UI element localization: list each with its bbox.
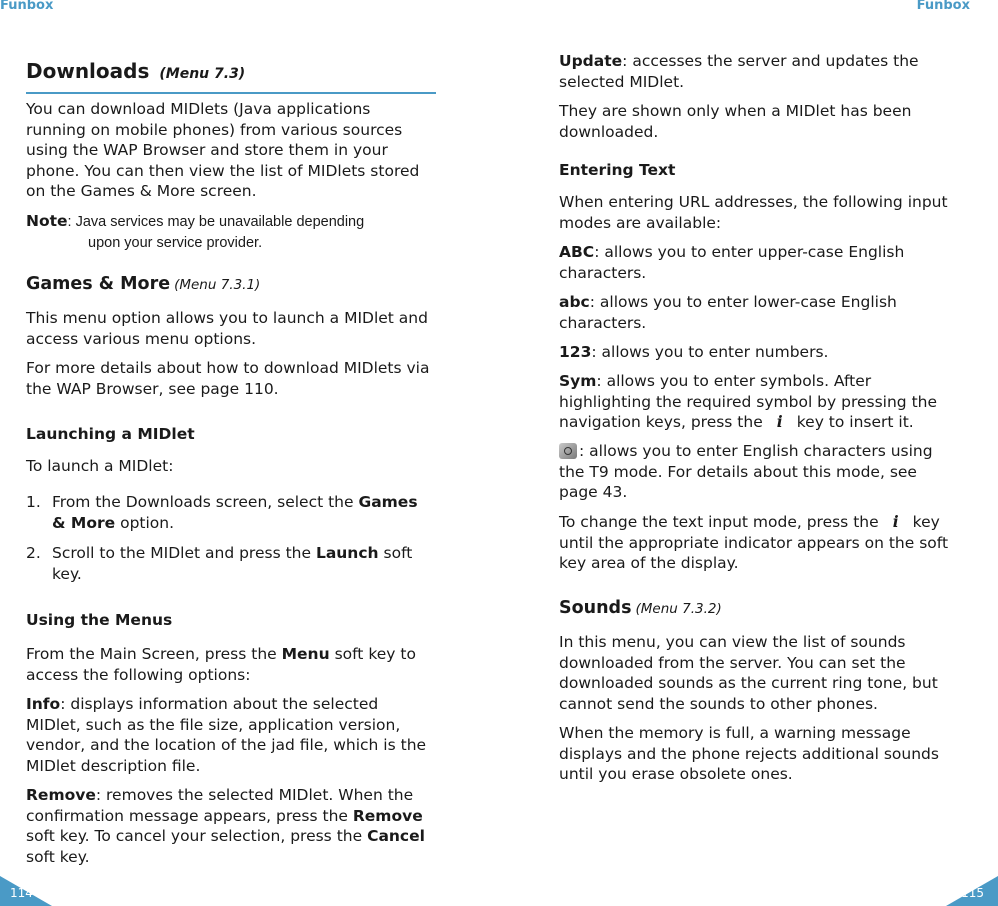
text-line: selected MIDlet. <box>559 72 685 91</box>
list-number: 2. <box>26 544 41 562</box>
entering-heading: Entering Text <box>559 161 676 179</box>
mode-label: abc <box>559 293 590 311</box>
text-line: soft key. <box>26 847 90 866</box>
text: : allows you to enter numbers. <box>591 343 829 361</box>
text-line: In this menu, you can view the list of sounds <box>559 633 906 651</box>
text: confirmation message appears, press the <box>26 806 353 825</box>
intro-paragraph <box>26 99 419 202</box>
text-line: vendor, and the location of the jad file, which is the <box>26 736 427 754</box>
text: From the Main Screen, press the <box>26 645 282 663</box>
text: soft key. To cancel your selection, press the <box>26 827 368 845</box>
info-label: Info <box>26 695 61 713</box>
mode-label: Sym <box>559 372 597 390</box>
text: To change the text input mode, press the <box>559 513 879 531</box>
sounds-paragraph-1 <box>559 632 938 714</box>
text: : allows you to enter symbols. After <box>596 372 872 390</box>
list-item-step-2 <box>26 543 438 584</box>
text-line: characters. <box>559 263 647 282</box>
step-bold: & More <box>52 513 116 532</box>
text: key to insert it. <box>796 413 914 431</box>
update-paragraph <box>559 51 919 92</box>
list-item-step-1 <box>26 492 438 533</box>
text-line: For more details about how to download MIDlets via <box>26 359 430 377</box>
page-number-left: 114 <box>10 886 33 900</box>
text: : removes the selected MIDlet. When the <box>95 786 414 804</box>
text: : displays information about the selected <box>60 695 379 713</box>
section-title <box>26 50 436 94</box>
mode-label: 123 <box>559 343 592 361</box>
text-line: until the appropriate indicator appears on the soft <box>559 533 949 552</box>
note <box>26 212 364 254</box>
text-line: When the memory is full, a warning message <box>559 724 911 742</box>
menus-paragraph <box>26 644 416 685</box>
entering-paragraph <box>559 192 948 233</box>
text-bold: Remove <box>352 806 423 825</box>
running-head-left: Funbox <box>0 0 54 13</box>
change-mode-paragraph <box>559 512 948 574</box>
update-label: Update <box>559 52 623 70</box>
intro-line: using the WAP Browser and store them in your <box>26 141 388 159</box>
sounds-title: Sounds <box>559 598 632 618</box>
text: key <box>912 513 940 531</box>
intro-line: You can download MIDlets (Java applications <box>26 100 371 118</box>
step-text: option. <box>115 513 175 532</box>
text-line: MIDlet, such as the file size, application version, <box>26 715 401 734</box>
games-paragraph-2 <box>26 358 430 399</box>
text: : allows you to enter English characters using <box>579 442 933 460</box>
step-text: key. <box>52 564 82 583</box>
abc-lower-paragraph <box>559 292 897 333</box>
text-line: MIDlet description file. <box>26 756 201 775</box>
text: navigation keys, press the <box>559 413 763 431</box>
launching-heading: Launching a MIDlet <box>26 425 195 443</box>
t9-paragraph <box>559 441 933 503</box>
text-line: access various menu options. <box>26 329 257 348</box>
text-line: They are shown only when a MIDlet has been <box>559 102 912 120</box>
step-text: From the Downloads screen, select the <box>52 493 359 511</box>
sounds-paragraph-2 <box>559 723 939 785</box>
note-text: : Java services may be unavailable depending <box>67 214 365 230</box>
games-paragraph-1 <box>26 308 428 349</box>
note-label: Note <box>26 212 68 230</box>
text-bold: Cancel <box>367 827 425 845</box>
games-menu-ref: (Menu 7.3.1) <box>174 277 261 293</box>
text-line: key area of the display. <box>559 554 739 572</box>
text: : accesses the server and updates the <box>622 52 919 70</box>
step-text: Scroll to the MIDlet and press the <box>52 544 316 562</box>
list-number: 1. <box>26 493 41 511</box>
text-line: When entering URL addresses, the following input <box>559 193 948 211</box>
intro-line: running on mobile phones) from various sources <box>26 120 403 139</box>
text-line: cannot send the sounds to other phones. <box>559 694 878 713</box>
text-line: access the following options: <box>26 665 251 684</box>
text-bold: Menu <box>281 645 330 663</box>
step-bold: Launch <box>315 544 379 562</box>
info-key-icon: i <box>892 512 899 531</box>
t9-mode-icon <box>559 443 577 459</box>
mode-label: ABC <box>559 243 595 261</box>
sounds-heading <box>559 598 722 618</box>
text: : allows you to enter lower-case English <box>589 293 897 311</box>
text: soft key to <box>329 645 416 663</box>
text-line: the T9 mode. For details about this mode, see <box>559 462 917 481</box>
step-text: soft <box>378 544 413 562</box>
text-line: characters. <box>559 313 647 332</box>
text-line: downloaded sounds as the current ring tone, but <box>559 674 938 692</box>
note-text: upon your service provider. <box>88 235 263 251</box>
text-line: page 43. <box>559 483 628 501</box>
launching-intro: To launch a MIDlet: <box>26 457 174 475</box>
symbols-paragraph <box>559 371 937 433</box>
text-line: until you erase obsolete ones. <box>559 765 793 783</box>
info-paragraph <box>26 694 426 776</box>
text-line: modes are available: <box>559 213 722 232</box>
games-title: Games & More <box>26 274 171 294</box>
info-key-icon: i <box>776 412 783 431</box>
text-line: downloaded from the server. You can set the <box>559 653 906 672</box>
text-line: displays and the phone rejects additional sounds <box>559 744 939 763</box>
step-bold: Games <box>358 493 418 511</box>
remove-paragraph <box>26 785 425 867</box>
numbers-paragraph <box>559 342 828 363</box>
text-line: This menu option allows you to launch a MIDlet and <box>26 309 428 327</box>
title-text: Downloads <box>26 59 150 83</box>
abc-upper-paragraph <box>559 242 904 283</box>
running-head-right: Funbox <box>916 0 970 13</box>
text-line: the WAP Browser, see page 110. <box>26 379 279 398</box>
title-menu-ref: (Menu 7.3) <box>159 66 246 82</box>
sounds-menu-ref: (Menu 7.3.2) <box>635 601 722 617</box>
page-number-right: 115 <box>961 886 984 900</box>
remove-label: Remove <box>26 786 96 804</box>
text: : allows you to enter upper-case English <box>594 243 905 261</box>
text-line: downloaded. <box>559 122 659 141</box>
text-line: highlighting the required symbol by pressing the <box>559 392 938 411</box>
intro-line: on the Games & More screen. <box>26 182 257 200</box>
menus-heading: Using the Menus <box>26 611 173 629</box>
games-heading <box>26 274 260 294</box>
shown-paragraph <box>559 101 911 142</box>
intro-line: phone. You can then view the list of MIDlets stored <box>26 161 420 180</box>
